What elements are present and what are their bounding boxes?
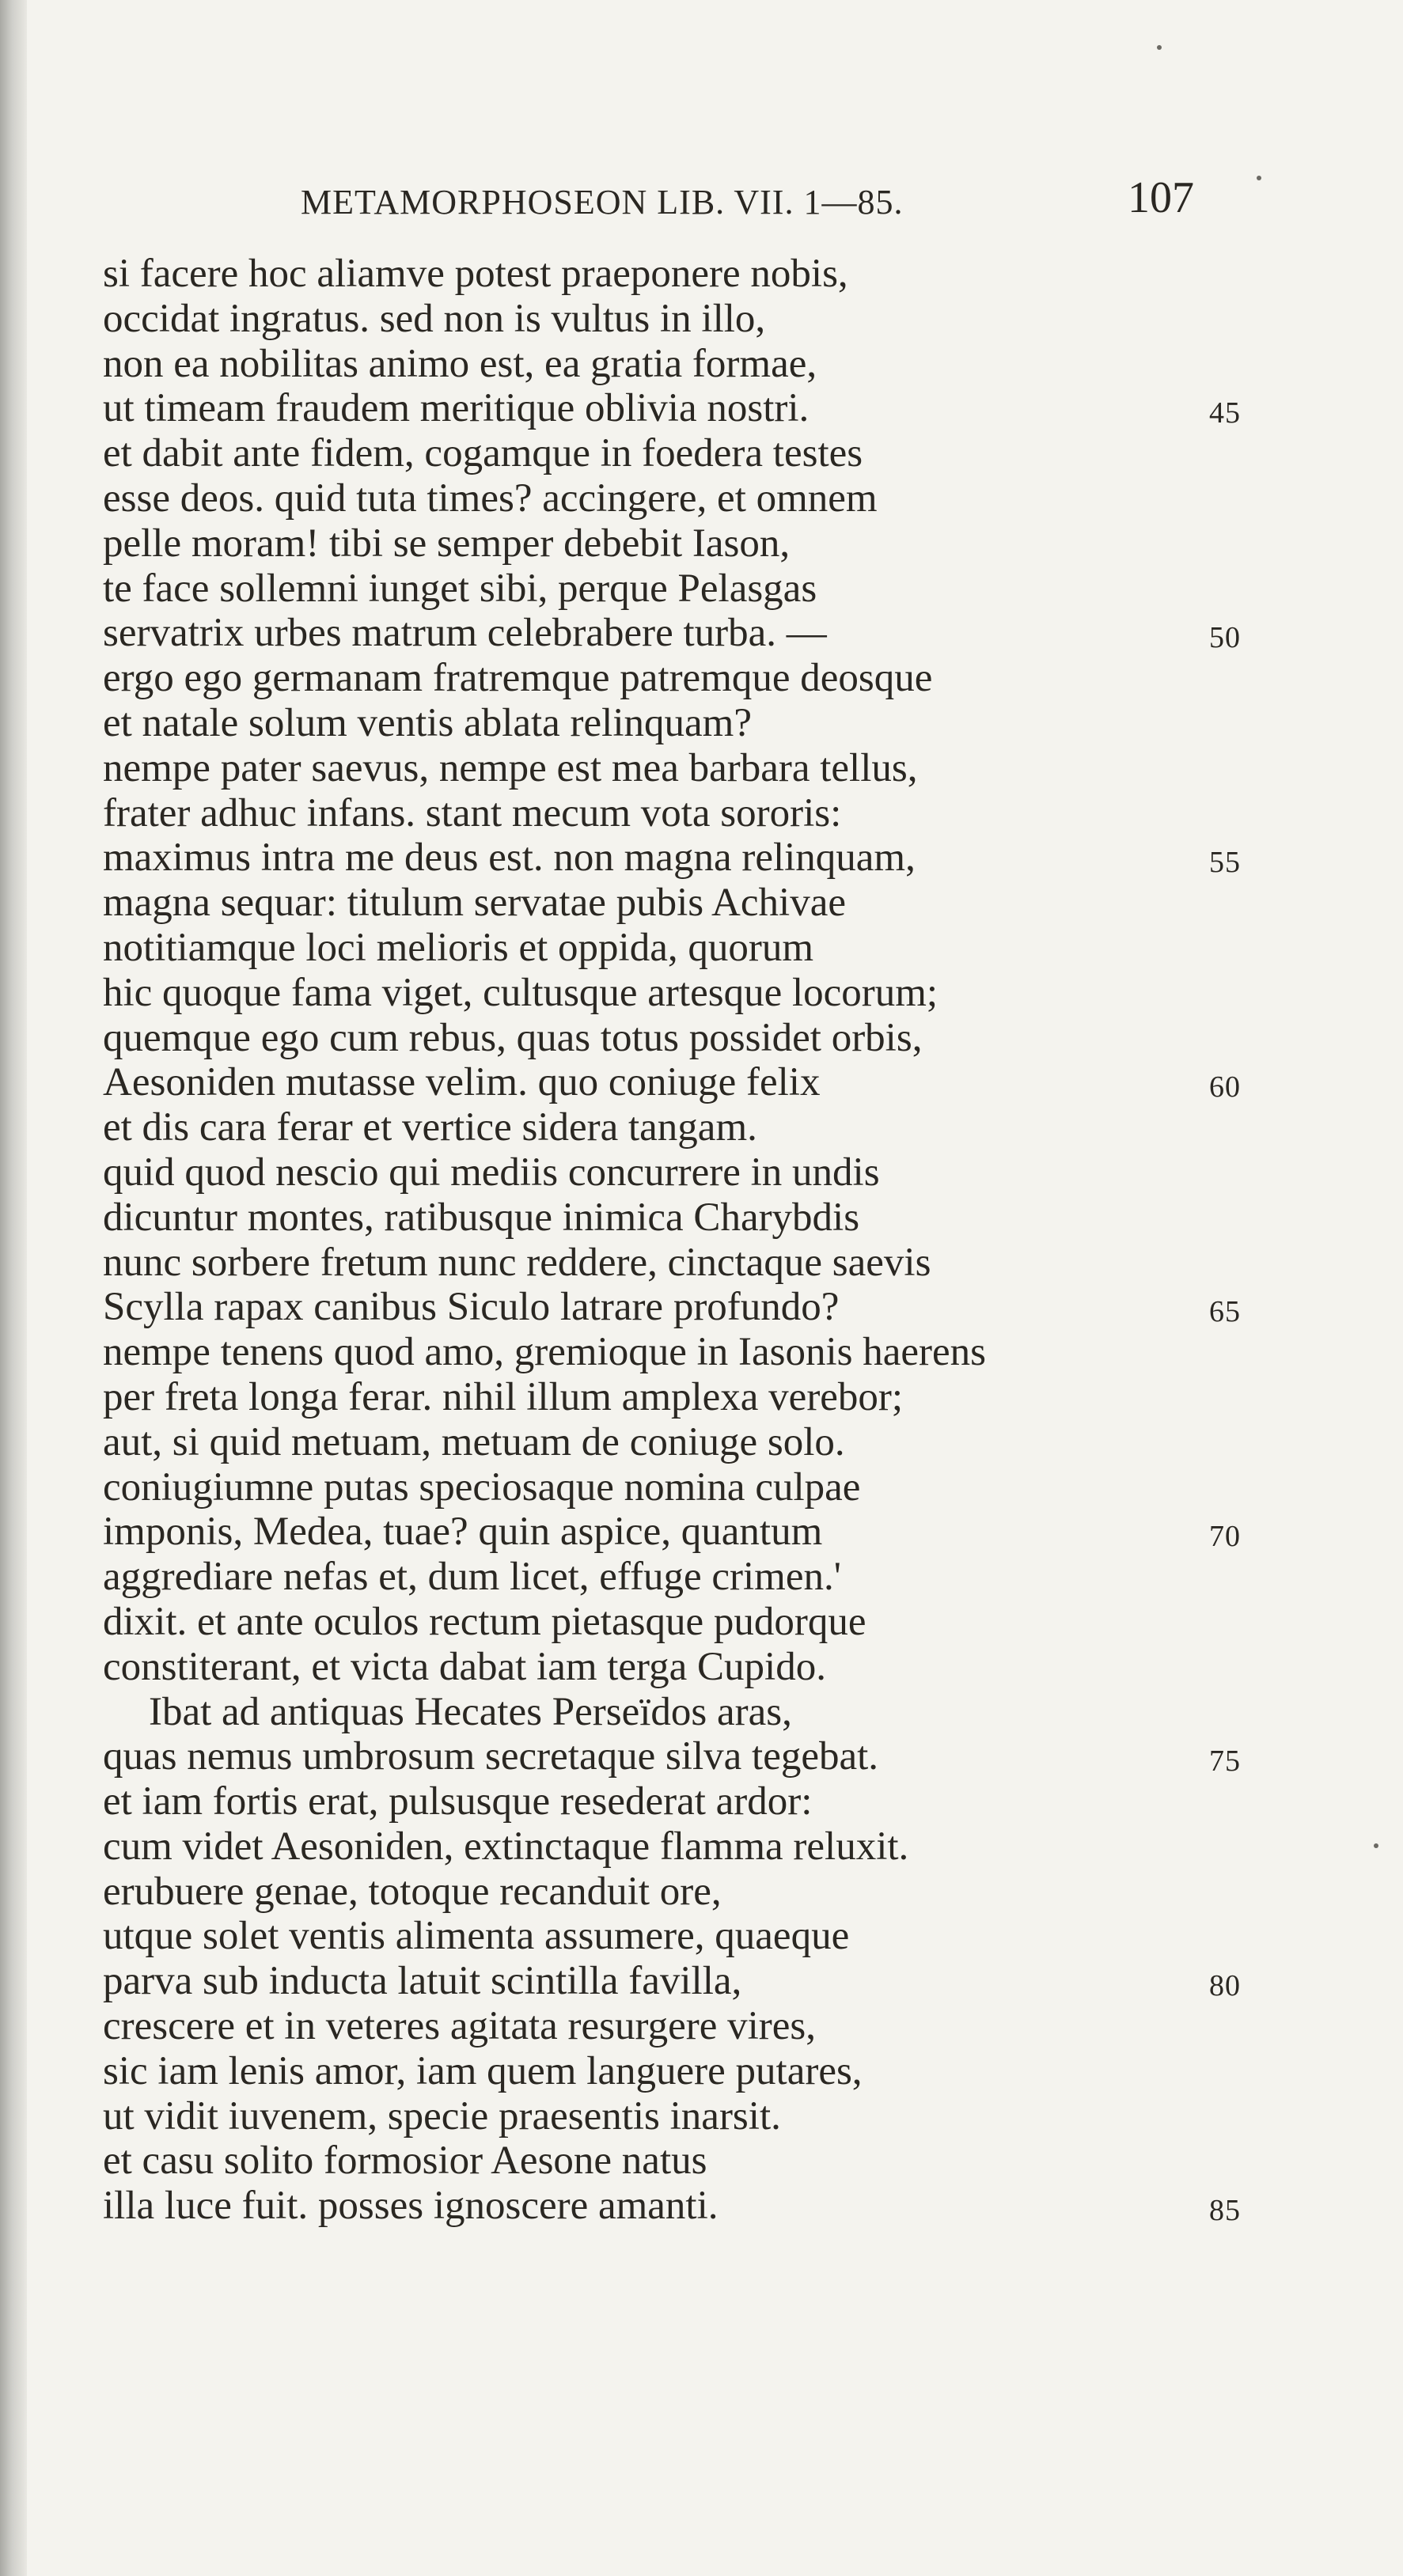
verse-text: et natale solum ventis ablata relinquam? (103, 700, 752, 745)
scan-speck (1257, 176, 1261, 180)
verse-line (103, 2184, 1274, 2229)
verse-line (103, 1330, 1274, 1375)
verse-text: illa luce fuit. posses ignoscere amanti. (103, 2184, 719, 2229)
verse-line (103, 2094, 1274, 2139)
verse-line (103, 971, 1274, 1016)
verse-text: coniugiumne putas speciosaque nomina culpae (103, 1464, 861, 1510)
verse-text: quid quod nescio qui mediis concurrere in undis (103, 1150, 880, 1195)
verse-line (103, 881, 1274, 926)
verse-line (103, 1150, 1274, 1195)
line-number: 80 (1209, 1969, 1241, 2003)
verse-line (103, 2004, 1274, 2049)
verse-text: aut, si quid metuam, metuam de coniuge solo. (103, 1419, 845, 1464)
verse-line (103, 1869, 1274, 1915)
verse-line (103, 791, 1274, 836)
verse-text: notitiamque loci melioris et oppida, quorum (103, 925, 814, 970)
verse-line (103, 1779, 1274, 1824)
verse-text: crescere et in veteres agitata resurgere vires, (103, 2004, 816, 2049)
verse-line (103, 1195, 1274, 1241)
verse-line (103, 1510, 1274, 1555)
verse-text: Scylla rapax canibus Siculo latrare profundo? (103, 1285, 840, 1330)
verse-text: quas nemus umbrosum secretaque silva tegebat. (103, 1734, 879, 1779)
verse-text: quemque ego cum rebus, quas totus possidet orbis, (103, 1015, 923, 1060)
verse-line (103, 1105, 1274, 1150)
verse-text: constiterant, et victa dabat iam terga Cupido. (103, 1644, 826, 1689)
verse-line (103, 1555, 1274, 1600)
verse-line (103, 1824, 1274, 1869)
verse-line (103, 1016, 1274, 1061)
verse-text: si facere hoc aliamve potest praeponere nobis, (103, 252, 848, 296)
verse-text: erubuere genae, totoque recanduit ore, (103, 1869, 722, 1914)
verse-text: hic quoque fama viget, cultusque artesque locorum; (103, 970, 938, 1015)
verse-line (103, 1241, 1274, 1286)
line-number: 75 (1209, 1744, 1241, 1779)
verse-line (103, 656, 1274, 701)
verse-text: parva sub inducta latuit scintilla favilla, (103, 1959, 742, 2004)
page-header (301, 172, 1211, 236)
verse-text: et dis cara ferar et vertice sidera tangam. (103, 1105, 757, 1150)
verse-text: occidat ingratus. sed non is vultus in illo, (103, 296, 766, 341)
line-number: 85 (1209, 2194, 1241, 2228)
line-number: 55 (1209, 846, 1241, 880)
page-gutter-shadow (0, 0, 27, 2576)
verse-text: nempe tenens quod amo, gremioque in Iasonis haerens (103, 1330, 987, 1375)
line-number: 45 (1209, 396, 1241, 430)
verse-line (103, 431, 1274, 476)
line-number: 50 (1209, 621, 1241, 655)
line-number: 70 (1209, 1520, 1241, 1554)
verse-text: servatrix urbes matrum celebrabere turba. — (103, 611, 827, 656)
verse-text: et dabit ante fidem, cogamque in foedera testes (103, 431, 863, 476)
verse-text: sic iam lenis amor, iam quem languere putares, (103, 2048, 863, 2093)
line-number: 60 (1209, 1070, 1241, 1104)
verse-text: aggrediare nefas et, dum licet, effuge crimen.' (103, 1555, 841, 1600)
verse-line (103, 1734, 1274, 1779)
verse-line (103, 386, 1274, 431)
verse-line (103, 611, 1274, 656)
verse-line (103, 1375, 1274, 1420)
verse-line (103, 1060, 1274, 1105)
verse-line (103, 566, 1274, 612)
verse-line (103, 521, 1274, 566)
running-title: METAMORPHOSEON LIB. VII. 1—85. (301, 183, 904, 222)
verse-line (103, 1600, 1274, 1645)
verse-text: cum videt Aesoniden, extinctaque flamma reluxit. (103, 1824, 909, 1869)
verse-text: ergo ego germanam fratremque patremque deosque (103, 656, 933, 701)
verse-line (103, 1465, 1274, 1510)
verse-text: dicuntur montes, ratibusque inimica Charybdis (103, 1195, 860, 1240)
verse-text: maximus intra me deus est. non magna relinquam, (103, 835, 916, 881)
verse-text: dixit. et ante oculos rectum pietasque pudorque (103, 1599, 866, 1644)
verse-text: nunc sorbere fretum nunc reddere, cinctaque saevis (103, 1240, 931, 1285)
verse-text: nempe pater saevus, nempe est mea barbara tellus, (103, 745, 918, 790)
verse-line (103, 835, 1274, 881)
verse-line (103, 701, 1274, 746)
verse-line (103, 297, 1274, 342)
verse-line (103, 1285, 1274, 1330)
verse-line (103, 1959, 1274, 2004)
verse-line (103, 1914, 1274, 1959)
verse-text: non ea nobilitas animo est, ea gratia formae, (103, 341, 817, 386)
verse-text: magna sequar: titulum servatae pubis Achivae (103, 881, 846, 926)
verse-text: Ibat ad antiquas Hecates Perseïdos aras, (149, 1689, 792, 1734)
verse-line (103, 746, 1274, 791)
verse-line (103, 1645, 1274, 1690)
verse-line (103, 1690, 1274, 1735)
verse-line (103, 2049, 1274, 2094)
verse-line (103, 926, 1274, 971)
verse-line (103, 342, 1274, 387)
verse-text: imponis, Medea, tuae? quin aspice, quantum (103, 1510, 823, 1555)
verse-text: pelle moram! tibi se semper debebit Iason, (103, 521, 791, 566)
verse-text: per freta longa ferar. nihil illum amplexa verebor; (103, 1374, 904, 1419)
verse-line (103, 476, 1274, 521)
verse-text: ut timeam fraudem meritique oblivia nostri. (103, 386, 810, 431)
verse-text: ut vidit iuvenem, specie praesentis inarsit. (103, 2093, 781, 2138)
verse-line (103, 2138, 1274, 2184)
verse-line (103, 1420, 1274, 1465)
scan-speck (1157, 45, 1162, 50)
verse-text: utque solet ventis alimenta assumere, quaeque (103, 1914, 850, 1959)
verse-text: Aesoniden mutasse velim. quo coniuge felix (103, 1060, 821, 1105)
verse-block (103, 252, 1274, 2229)
verse-text: frater adhuc infans. stant mecum vota sororis: (103, 790, 842, 835)
verse-text: et iam fortis erat, pulsusque resederat ardor: (103, 1779, 813, 1824)
verse-line (103, 252, 1274, 297)
verse-text: esse deos. quid tuta times? accingere, et omnem (103, 475, 878, 521)
page-number: 107 (1128, 173, 1194, 222)
line-number: 65 (1209, 1295, 1241, 1329)
verse-text: et casu solito formosior Aesone natus (103, 2138, 707, 2184)
scan-speck (1374, 1843, 1378, 1848)
verse-text: te face sollemni iunget sibi, perque Pelasgas (103, 566, 817, 611)
